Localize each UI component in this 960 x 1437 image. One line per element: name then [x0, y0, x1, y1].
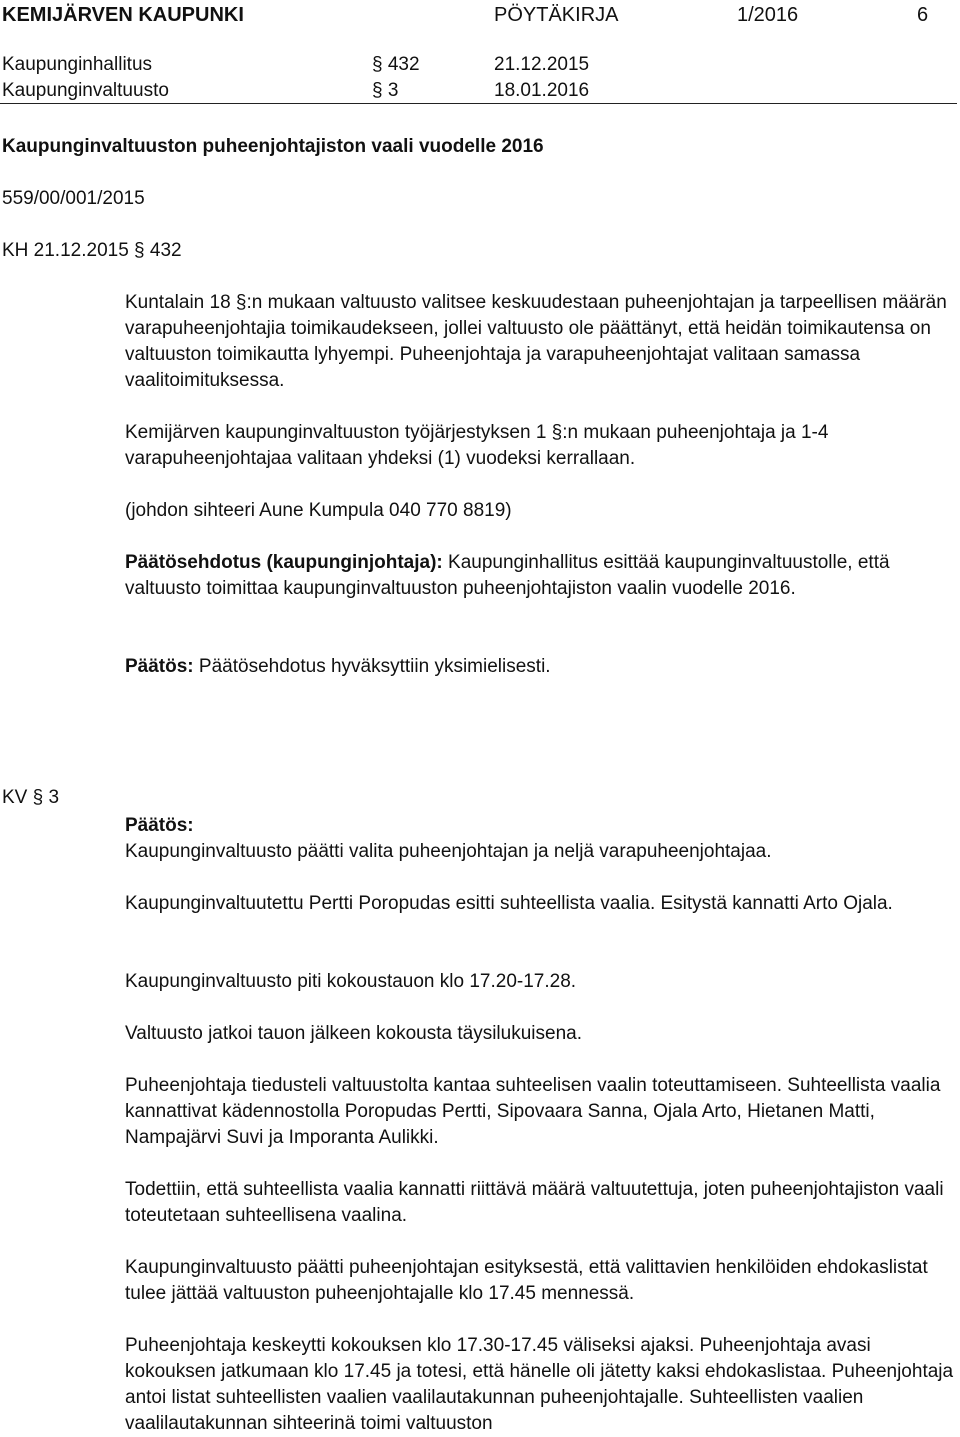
kv-paragraph-7 — [125, 1255, 955, 1307]
kv-paragraph-2 — [125, 891, 955, 917]
page-title: Kaupunginvaltuuston puheenjohtajiston vaali vuodelle 2016 — [2, 136, 544, 157]
body-name-kv: Kaupunginvaltuusto — [2, 80, 169, 101]
document-type: PÖYTÄKIRJA — [494, 4, 619, 26]
paragraph-text: Kaupunginvaltuusto piti kokoustauon klo 17.20-17.28. — [125, 971, 577, 992]
kv-paragraph-6 — [125, 1177, 955, 1229]
paragraph-text: Todettiin, että suhteellista vaalia kannatti riittävä määrä valtuutettuja, joten puheenjohtajiston vaali toteutetaan suhteellisena vaalina. — [125, 1179, 944, 1226]
decision-label: Päätös: — [125, 656, 194, 677]
body-name-kh: Kaupunginhallitus — [2, 54, 153, 75]
paragraph-text: Kemijärven kaupunginvaltuuston työjärjestyksen 1 §:n mukaan puheenjohtaja ja 1-4 varapuheenjohtajaa valitaan yhdeksi (1) vuodeksi kerrallaan. — [125, 422, 829, 469]
kv-paragraph-4 — [125, 1021, 955, 1047]
decision-label: Päätös: — [125, 815, 194, 836]
decision-text: Päätösehdotus hyväksyttiin yksimielisesti. — [198, 656, 551, 677]
kh-proposal — [125, 550, 955, 602]
section-kh: § 432 — [372, 54, 420, 75]
page-number: 6 — [917, 4, 929, 26]
section-kv: § 3 — [372, 80, 399, 101]
kh-decision — [125, 654, 955, 680]
kh-paragraph-1 — [125, 290, 955, 394]
kv-reference: KV § 3 — [2, 787, 60, 808]
kv-paragraph-5 — [125, 1073, 955, 1151]
date-kv: 18.01.2016 — [494, 80, 590, 101]
proposal-text: Kaupunginhallitus esittää kaupunginvaltuustolle, että valtuusto toimittaa kaupunginvaltuuston puheenjohtajiston vaalin vuodelle 2016. — [125, 552, 890, 599]
document-number: 1/2016 — [737, 4, 799, 26]
paragraph-text: Puheenjohtaja keskeytti kokouksen klo 17.30-17.45 väliseksi ajaksi. Puheenjohtaja avasi kokouksen jatkumaan klo 17.45 ja totesi, että hänelle oli jätetty kaksi ehdokaslistaa. Puheenjohtaja antoi listat suhteellisten vaalien vaalilautakunnan puheenjohtajalle. Suhteellisten vaalien vaalilautakunnan sihteerinä toimi valtuuston — [125, 1335, 954, 1434]
case-number: 559/00/001/2015 — [2, 188, 145, 209]
paragraph-text: Puheenjohtaja tiedusteli valtuustolta kantaa suhteelisen vaalin toteuttamiseen. Suhteellista vaalia kannattivat kädennostolla Poropudas Pertti, Sipovaara Sanna, Ojala Arto, Hietanen Matti, Nampajärvi Suvi ja Imporanta Aulikki. — [125, 1075, 941, 1148]
paragraph-text: Kaupunginvaltuutettu Pertti Poropudas esitti suhteellista vaalia. Esitystä kannatti Arto Ojala. — [125, 893, 893, 914]
kh-reference: KH 21.12.2015 § 432 — [2, 240, 182, 261]
paragraph-text: (johdon sihteeri Aune Kumpula 040 770 8819) — [125, 500, 512, 521]
proposal-label: Päätösehdotus (kaupunginjohtaja): — [125, 552, 443, 573]
paragraph-text: Kuntalain 18 §:n mukaan valtuusto valitsee keskuudestaan puheenjohtajan ja tarpeellisen määrän varapuheenjohtajia toimikaudekseen, jollei valtuusto ole päättänyt, että heidän toimikautensa on valtuuston toimikautta lyhyempi. Puheenjohtaja ja varapuheenjohtajat valitaan samassa vaalitoimituksessa. — [125, 292, 947, 391]
kv-paragraph-1 — [125, 839, 955, 865]
kv-decision-label — [125, 813, 955, 839]
kh-paragraph-2 — [125, 420, 955, 472]
date-kh: 21.12.2015 — [494, 54, 590, 75]
kv-paragraph-8 — [125, 1333, 955, 1437]
paragraph-text: Kaupunginvaltuusto päätti puheenjohtajan esityksestä, että valittavien henkilöiden ehdokaslistat tulee jättää valtuuston puheenjohtajalle klo 17.45 mennessä. — [125, 1257, 928, 1304]
paragraph-text: Valtuusto jatkoi tauon jälkeen kokousta täysilukuisena. — [125, 1023, 582, 1044]
paragraph-text: Kaupunginvaltuusto päätti valita puheenjohtajan ja neljä varapuheenjohtajaa. — [125, 841, 772, 862]
header-divider — [0, 103, 957, 104]
kv-paragraph-3 — [125, 969, 955, 995]
kh-secretary-note — [125, 498, 955, 524]
city-name: KEMIJÄRVEN KAUPUNKI — [2, 4, 244, 26]
